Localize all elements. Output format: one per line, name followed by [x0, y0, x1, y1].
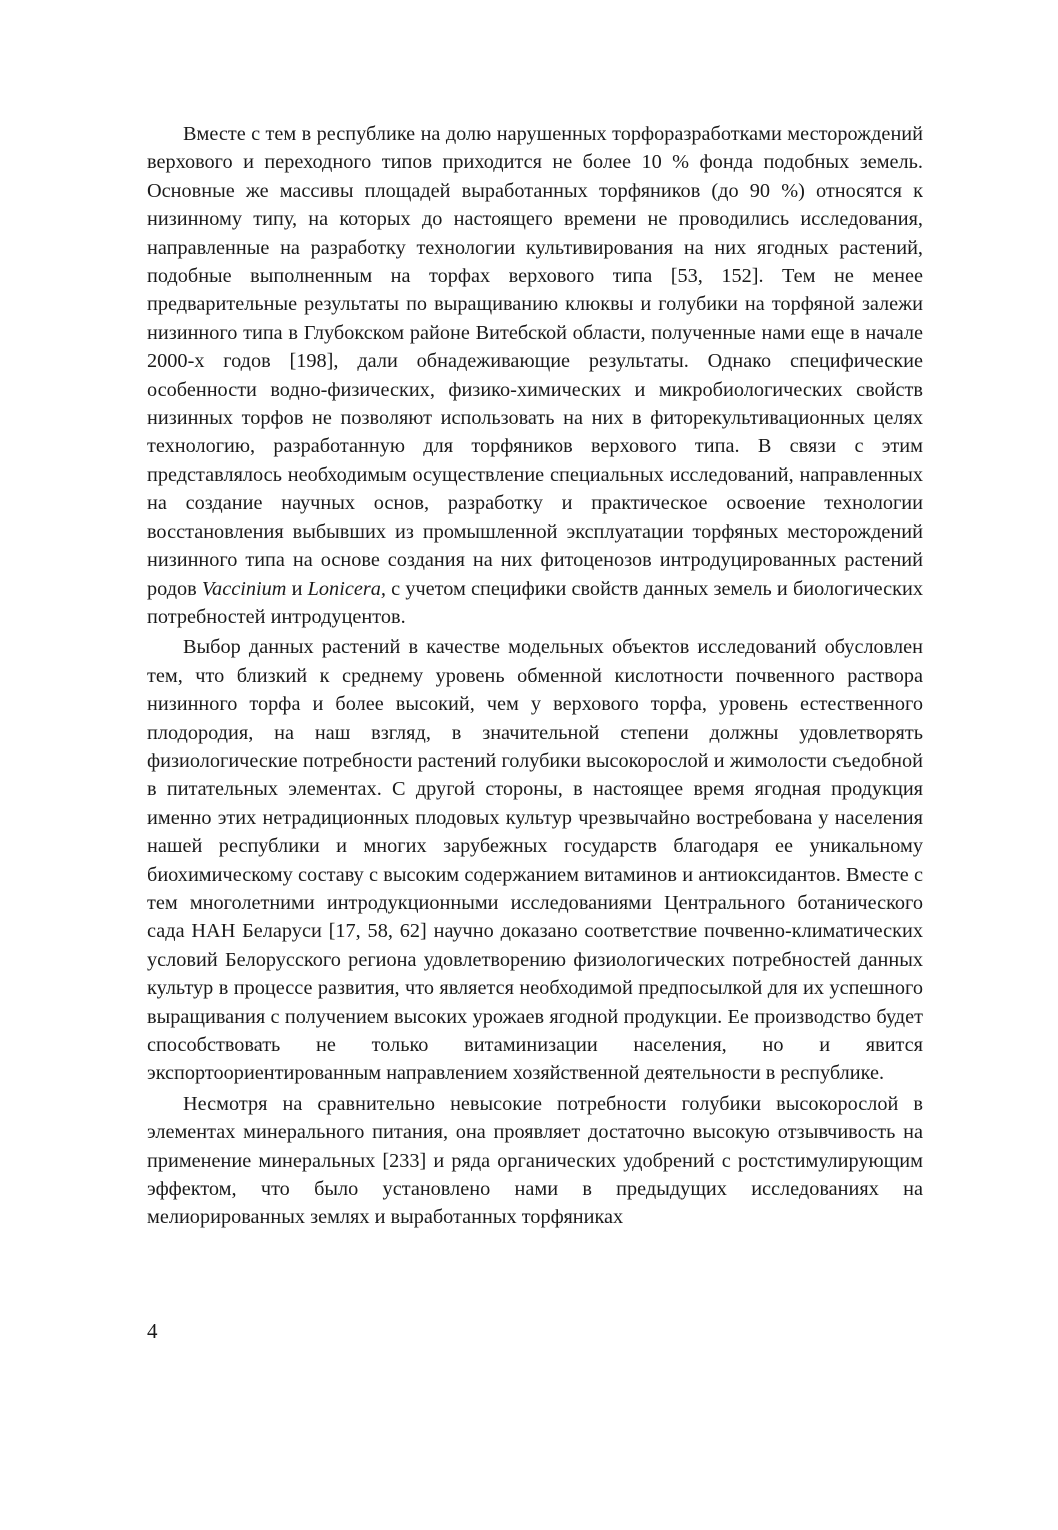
genus-vaccinium: Vaccinium: [201, 577, 287, 600]
paragraph-3: Несмотря на сравнительно невысокие потребности голубики высокорослой в элементах минерального питания, она проявляет достаточно высокую отзывчивость на применение минеральных [233] и ряда органических удобрений с ростстимулирующим эффектом, что было установлено нами в предыдущих исследованиях на мелиорированных землях и выработанных торфяниках: [147, 1092, 923, 1229]
paragraph-1-text: Вместе с тем в республике на долю нарушенных торфоразработками месторождений верхового и переходного типов приходится не более 10 % фонда подобных земель. Основные же массивы площадей выработанных торфяников (до 90 %) относятся к низинному типу, на которых до настоящего времени не проводились исследования, направленные на разработку технологии культивирования на них ягодных растений, подобные выполненным на торфах верхового типа [53, 152]. Тем не менее предварительные результаты по выращиванию клюквы и голубики на торфяной залежи низинного типа в Глубокском районе Витебской области, полученные нами еще в начале 2000-х годов [198], дали обнадеживающие результаты. Однако специфические особенности водно-физических, физико-химических и микробиологических свойств низинных торфов не позволяют использовать на них в фиторекультивационных целях технологию, разработанную для торфяников верхового типа. В связи с этим представлялось необходимым осуществление специальных исследований, направленных на создание научных основ, разработку и практическое освоение технологии восстановления выбывших из промышленной эксплуатации торфяных месторождений низинного типа на основе создания на них фитоценозов интродуцированных растений родов: [147, 123, 923, 600]
conjunction: и: [286, 577, 308, 600]
body-text: [147, 120, 923, 1232]
paragraph-2: Выбор данных растений в качестве модельных объектов исследований обусловлен тем, что близкий к среднему уровень обменной кислотности почвенного раствора низинного торфа и более высокий, чем у верхового торфа, уровень естественного плодородия, на наш взгляд, в значительной степени должны удовлетворять физиологические потребности растений голубики высокорослой и жимолости съедобной в питательных элементах. С другой стороны, в настоящее время ягодная продукция именно этих нетрадиционных плодовых культур чрезвычайно востребована у населения нашей республики и многих зарубежных государств благодаря ее уникальному биохимическому составу с высоким содержанием витаминов и антиоксидантов. Вместе с тем многолетними интродукционными исследованиями Центрального ботанического сада НАН Беларуси [17, 58, 62] научно доказано соответствие почвенно-климатических условий Белорусского региона удовлетворению физиологических потребностей данных культур в процессе развития, что является необходимой предпосылкой для их успешного выращивания с получением высоких урожаев ягодной продукции. Ее производство будет способствовать не только витаминизации населения, но и явится экспортоориентированным направлением хозяйственной деятельности в республике.: [147, 636, 923, 1085]
paragraph-1-ending: с учетом специфики свойств данных земель и биологических потребностей интродуцентов.: [147, 577, 923, 628]
page-number: 4: [147, 1319, 158, 1343]
paragraph-1: [147, 120, 923, 631]
genus-lonicera: Lonicera,: [307, 577, 386, 600]
